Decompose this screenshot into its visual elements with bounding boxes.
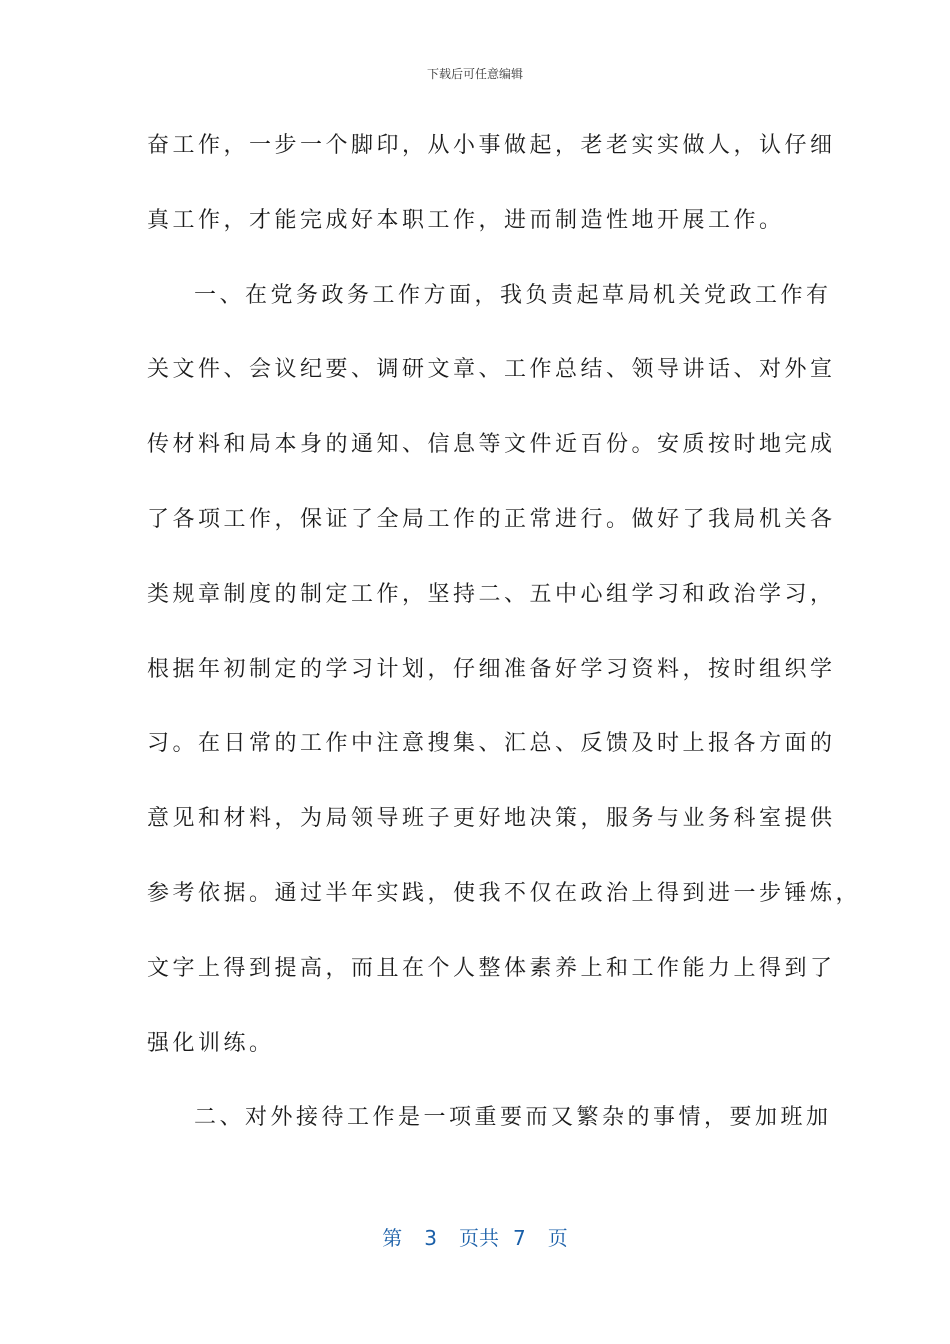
total-pages-number: 7: [513, 1226, 526, 1250]
body-line: 了各项工作，保证了全局工作的正常进行。做好了我局机关各: [147, 506, 836, 532]
paragraph-start-line: 二、对外接待工作是一项重要而又繁杂的事情，要加班加: [194, 1105, 832, 1131]
page-header: [0, 66, 950, 82]
body-line: 根据年初制定的学习计划，仔细准备好学习资料，按时组织学: [147, 656, 836, 682]
paragraph-start-line: 一、在党务政务工作方面，我负责起草局机关党政工作有: [194, 282, 832, 308]
current-page-number: 3: [424, 1226, 437, 1250]
body-line: 文字上得到提高，而且在个人整体素养上和工作能力上得到了: [147, 955, 836, 981]
header-text: 下载后可任意编辑: [426, 67, 523, 81]
page-footer: [0, 1224, 950, 1252]
body-line: 意见和材料，为局领导班子更好地决策，服务与业务科室提供: [147, 806, 836, 832]
body-line: 习。在日常的工作中注意搜集、汇总、反馈及时上报各方面的: [147, 731, 836, 757]
document-body: [147, 126, 862, 1173]
body-line: 传材料和局本身的通知、信息等文件近百份。安质按时地完成: [147, 432, 836, 458]
body-line: 强化训练。: [147, 1030, 275, 1056]
footer-middle: 页共: [459, 1226, 499, 1250]
body-line: 奋工作，一步一个脚印，从小事做起，老老实实做人，认仔细: [147, 133, 836, 158]
body-line: 关文件、会议纪要、调研文章、工作总结、领导讲话、对外宣: [147, 357, 836, 383]
body-line: 真工作，才能完成好本职工作，进而制造性地开展工作。: [147, 207, 785, 233]
body-line: 类规章制度的制定工作，坚持二、五中心组学习和政治学习，: [147, 581, 836, 607]
body-line: 参考依据。通过半年实践，使我不仅在政治上得到进一步锤炼，: [147, 880, 862, 906]
footer-suffix: 页: [547, 1226, 568, 1250]
footer-prefix: 第: [382, 1226, 403, 1250]
